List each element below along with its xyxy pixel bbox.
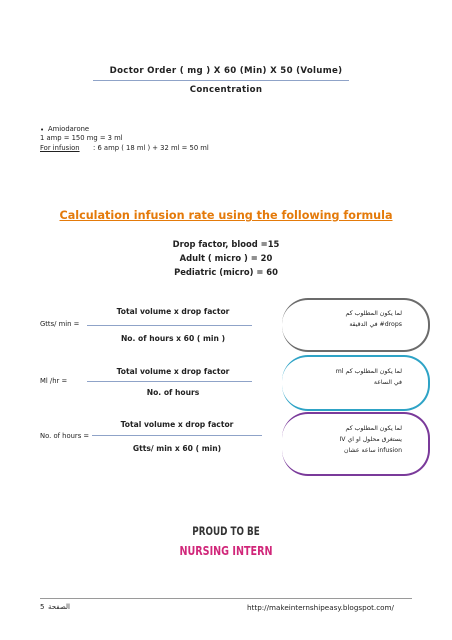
infusion-value: : 6 amp ( 18 ml ) + 32 ml = 50 ml — [93, 144, 209, 152]
drop-factor-blood: Drop factor, blood =15 — [172, 239, 280, 249]
drug-name: Amiodarone — [48, 125, 90, 133]
equation-label: No. of hours = — [40, 432, 90, 440]
drop-factor-adult: Adult ( micro ) = 20 — [179, 253, 273, 263]
footer-url[interactable]: http://makeinternshipeasy.blogspot.com/ — [247, 603, 394, 612]
bullet-icon: • — [40, 126, 45, 134]
equation-fraction-line — [87, 325, 252, 326]
page-label: الصفحة — [48, 603, 70, 611]
equation-numerator: Total volume x drop factor — [120, 420, 234, 429]
equation-numerator: Total volume x drop factor — [116, 367, 230, 376]
formula-fraction-line — [93, 80, 349, 81]
equation-fraction-line — [87, 381, 252, 382]
equation-denominator: Gtts/ min x 60 ( min) — [132, 444, 222, 453]
equation-numerator: Total volume x drop factor — [116, 307, 230, 316]
banner-nursing-intern: NURSING INTERN — [179, 544, 273, 558]
equation-denominator: No. of hours x 60 ( min ) — [120, 334, 226, 343]
arabic-note: لما يكون المطلوب كم يستغرق محلول او اي IV infusion ساعة عشان — [339, 425, 402, 454]
equation-fraction-line — [92, 435, 262, 436]
equation-label: Gtts/ min = — [40, 320, 80, 328]
equation-label: Ml /hr = — [40, 377, 68, 385]
formula-denominator: Concentration — [189, 85, 263, 95]
footer-divider — [40, 598, 412, 599]
formula-numerator: Doctor Order ( mg ) X 60 (Min) X 50 (Volume) — [109, 66, 343, 76]
drug-dose: 1 amp = 150 mg = 3 ml — [40, 134, 123, 142]
banner-proud: PROUD TO BE — [192, 524, 260, 538]
infusion-label: For infusion — [40, 144, 80, 152]
page-number: 5 — [40, 603, 45, 611]
equation-denominator: No. of hours — [146, 388, 200, 397]
arabic-note: لما يكون المطلوب كم ml في الساعة — [335, 368, 402, 386]
arabic-note: لما يكون المطلوب كم drops# في الدقيقة — [345, 310, 402, 328]
drop-factor-pediatric: Pediatric (micro) = 60 — [174, 267, 278, 277]
calc-title: Calculation infusion rate using the following formula — [59, 209, 393, 222]
